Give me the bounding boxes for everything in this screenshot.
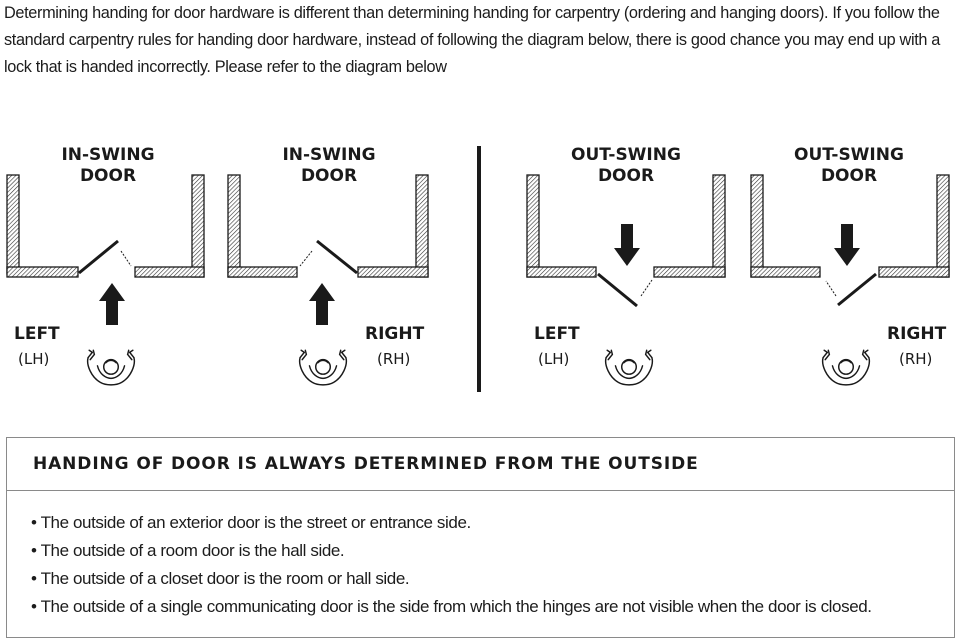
person-icon xyxy=(823,350,870,385)
wall-left-horizontal xyxy=(7,267,78,277)
list-item: • The outside of an exterior door is the street or entrance side. xyxy=(31,509,872,537)
list-item: • The outside of a room door is the hall side. xyxy=(31,537,872,565)
wall-right-vertical xyxy=(192,175,204,277)
wall-left-vertical xyxy=(527,175,539,277)
arrow-down-icon xyxy=(614,224,640,266)
hand-abbr-4: (RH) xyxy=(899,350,933,368)
swing-type-label: IN-SWING xyxy=(61,145,155,165)
intro-paragraph: Determining handing for door hardware is different than determining handing for carpentry (ordering and hanging doors). If you follow the standard carpentry rules for handing door hardware, instead of following the diagram below, there is good chance you may end up with a lock that is handed incorrectly. Please refer to the diagram below xyxy=(4,4,940,76)
diagram-4-title xyxy=(769,145,929,187)
wall-left-vertical xyxy=(751,175,763,277)
person-icon xyxy=(606,350,653,385)
person-icon xyxy=(300,350,347,385)
door-label: DOOR xyxy=(820,166,878,186)
wall-left-horizontal xyxy=(527,267,596,277)
door-leaf xyxy=(598,274,637,306)
list-item: • The outside of a single communicating door is the side from which the hinges are not visible when the door is closed. xyxy=(31,593,872,621)
door-label: DOOR xyxy=(597,166,655,186)
arrow-up-icon xyxy=(309,283,335,325)
hand-label-4: RIGHT xyxy=(887,324,947,344)
clearance-mark xyxy=(641,280,652,296)
wall-left-horizontal xyxy=(751,267,820,277)
bullet-list xyxy=(31,509,872,621)
clearance-mark xyxy=(121,251,131,266)
swing-type-label: OUT-SWING xyxy=(794,145,904,165)
diagram-1-title xyxy=(28,145,188,187)
wall-right-horizontal xyxy=(879,267,949,277)
wall-right-vertical xyxy=(937,175,949,277)
info-box-title: HANDING OF DOOR IS ALWAYS DETERMINED FROM THE OUTSIDE xyxy=(33,454,699,474)
door-leaf xyxy=(838,274,876,305)
door-label: DOOR xyxy=(300,166,358,186)
wall-left-vertical xyxy=(7,175,19,274)
wall-right-vertical xyxy=(713,175,725,277)
wall-left-horizontal xyxy=(228,267,297,277)
section-divider xyxy=(477,146,481,392)
wall-left-vertical xyxy=(228,175,240,277)
wall-right-horizontal xyxy=(135,267,204,277)
hand-label-2: RIGHT xyxy=(365,324,425,344)
list-item: • The outside of a closet door is the room or hall side. xyxy=(31,565,872,593)
diagram-2-title xyxy=(249,145,409,187)
hand-abbr-3: (LH) xyxy=(538,350,570,368)
arrow-down-icon xyxy=(834,224,860,266)
person-icon xyxy=(88,350,135,385)
hand-label-3: LEFT xyxy=(534,324,580,344)
hand-label-1: LEFT xyxy=(14,324,60,344)
clearance-mark xyxy=(826,281,836,296)
info-box xyxy=(6,437,955,638)
door-leaf xyxy=(317,241,357,273)
door-leaf xyxy=(79,241,118,273)
diagram-3-title xyxy=(546,145,706,187)
wall-right-horizontal xyxy=(654,267,725,277)
swing-type-label: IN-SWING xyxy=(282,145,376,165)
wall-right-vertical xyxy=(416,175,428,277)
wall-right-horizontal xyxy=(358,267,428,277)
swing-type-label: OUT-SWING xyxy=(571,145,681,165)
door-label: DOOR xyxy=(79,166,137,186)
hand-abbr-2: (RH) xyxy=(377,350,411,368)
arrow-up-icon xyxy=(99,283,125,325)
clearance-mark xyxy=(300,251,312,266)
info-box-header xyxy=(7,438,954,491)
hand-abbr-1: (LH) xyxy=(18,350,50,368)
